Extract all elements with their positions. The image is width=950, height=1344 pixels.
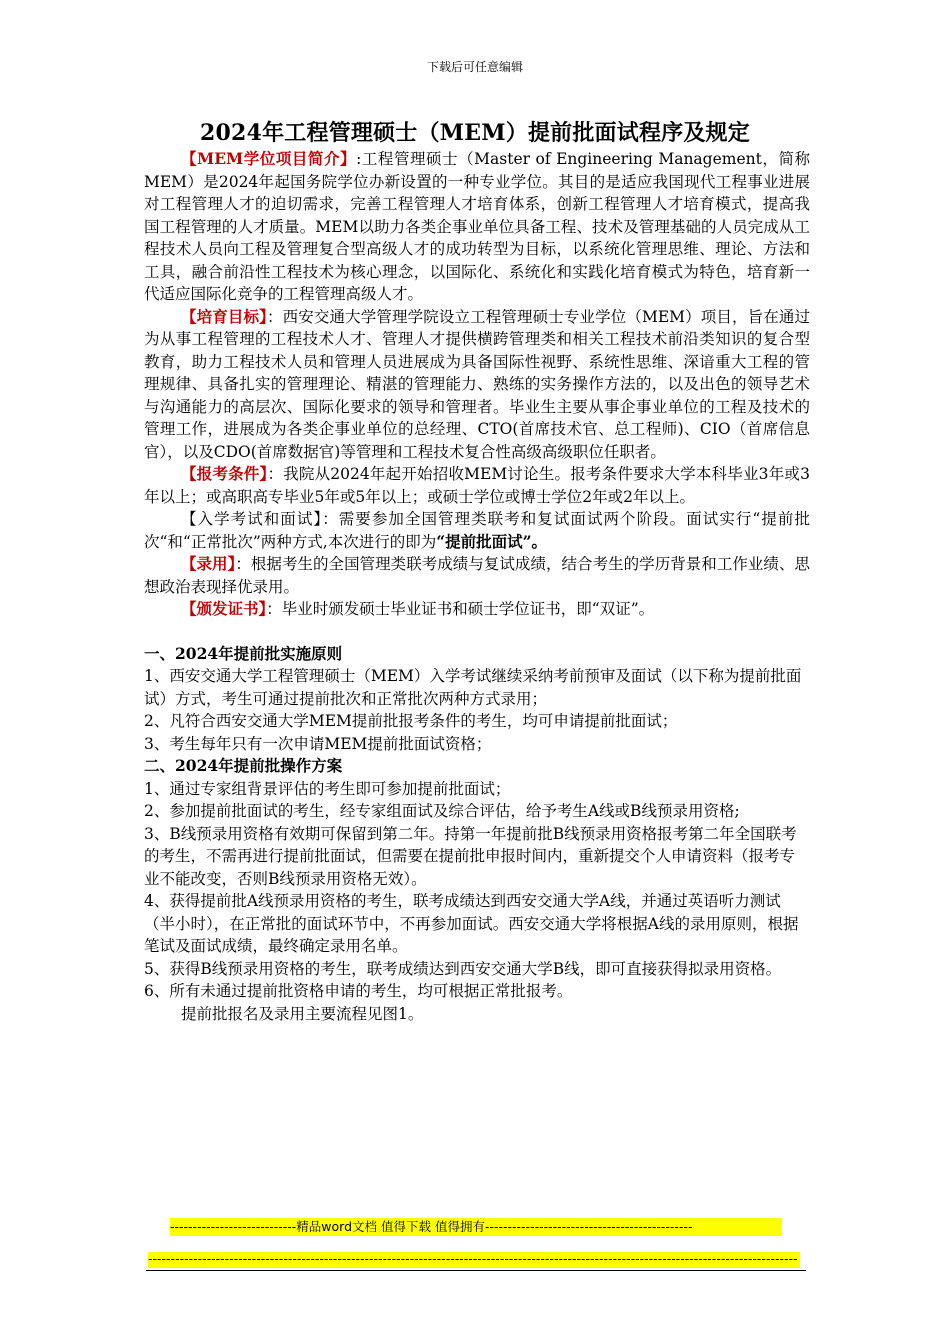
list-item: 5、获得B线预录用资格的考生，联考成绩达到西安交通大学B线，即可直接获得拟录用资格。 [144, 959, 782, 978]
intro-label: 【MEM学位项目简介】 [181, 149, 357, 168]
list-item: 3、B线预录用资格有效期可保留到第二年。持第一年提前批B线预录用资格报考第二年全国联考的考生，不需再进行提前批面试，但需要在提前批申报时间内，重新提交个人申请资料（报考专业不能改变，否则B线预录用资格无效）。 [144, 824, 797, 888]
footer-dashes: ------------------------------------------------------------------------------------------------------------------------------------------------ [148, 1252, 800, 1268]
list-item: 2、凡符合西安交通大学MEM提前批报考条件的考生，均可申请提前批面试； [144, 712, 678, 730]
section-heading: 二、2024年提前批操作方案 [144, 756, 343, 775]
intro-paragraph-exam [144, 508, 810, 553]
intro-label: 【录用】 [181, 554, 236, 573]
intro-text: :工程管理硕士（Master of Engineering Management，简称MEM）是2024年起国务院学位办新设置的一种专业学位。其目的是适应我国现代工程事业进展对工程管理人才的迫切需求，完善工程管理人才培育体系，创新工程管理人才培育模式，提高我国工程管理的人才质量。MEM以助力各类企事业单位具备工程、技术及管理基础的人员完成从工程技术人员向工程及管理复合型高级人才的成功转型为目标，以系统化管理思维、理论、方法和工具，融合前沿性工程技术为核心理念，以国际化、系统化和实践化培育模式为特色，培育新一代适应国际化竞争的工程管理高级人才。 [144, 150, 810, 303]
intro-text: ：西安交通大学管理学院设立工程管理硕士专业学位（MEM）项目，旨在通过为从事工程管理的工程技术人才、管理人才提供横跨管理类和相关工程技术前沿类知识的复合型教育，助力工程技术人员和管理人员进展成为具备国际性视野、系统性思维、深谙重大工程的管理规律、具备扎实的管理理论、精湛的管理能力、熟练的实务操作方法的，以及出色的领导艺术与沟通能力的高层次、国际化要求的领导和管理者。毕业生主要从事企事业单位的工程及技术的管理工作，进展成为各类企事业单位的总经理、CTO(首席技术官、总工程师)、CIO（首席信息官），以及CDO(首席数据官)等管理和工程技术复合性高级高级职位任职者。 [144, 307, 810, 461]
intro-paragraph-admission [144, 553, 810, 598]
header-note: 下载后可任意编辑 [426, 60, 523, 74]
footer-divider [146, 1270, 806, 1271]
list-item: 3、考生每年只有一次申请MEM提前批面试资格； [144, 734, 492, 753]
list-item: 1、西安交通大学工程管理硕士（MEM）入学考试继续采纳考前预审及面试（以下称为提前批面试）方式，考生可通过提前批次和正常批次两种方式录用； [144, 667, 802, 708]
intro-label: 【入学考试和面试】 [181, 510, 323, 528]
intro-text: ：根据考生的全国管理类联考成绩与复试成绩，结合考生的学历背景和工作业绩、思想政治表现择优录用。 [144, 555, 810, 596]
intro-paragraph-certificate [144, 598, 810, 621]
section-heading: 一、2024年提前批实施原则 [144, 643, 343, 663]
list-item: 1、通过专家组背景评估的考生即可参加提前批面试； [144, 779, 511, 798]
intro-bold-tail: “提前批面试”。 [436, 531, 548, 551]
intro-text: ：毕业时颁发硕士毕业证书和硕士学位证书，即“双证”。 [266, 600, 655, 618]
intro-paragraph-goal [144, 306, 810, 464]
intro-label: 【培育目标】 [181, 306, 267, 326]
document-title: 2024年工程管理硕士（MEM）提前批面试程序及规定 [200, 120, 750, 146]
intro-text: ：需要参加全国管理类联考和复试面试两个阶段。面试实行“提前批次“和“正常批次”两种方式,本次进行的即为 [144, 510, 810, 551]
intro-label: 【颁发证书】 [181, 599, 267, 618]
list-item: 6、所有未通过提前批资格申请的考生，均可根据正常批报考。 [144, 982, 573, 1000]
spacer [144, 621, 810, 643]
intro-label: 【报考条件】 [181, 464, 268, 483]
list-item: 4、获得提前批A线预录用资格的考生，联考成绩达到西安交通大学A线，并通过英语听力测试（半小时），在正常批的面试环节中，不再参加面试。西安交通大学将根据A线的录用原则，根据笔试及面试成绩，最终确定录用名单。 [144, 892, 799, 955]
footer-banner: ----------------------------精品word文档 值得下载 值得拥有---------------------------------------------- [170, 1218, 782, 1236]
closing-note: 提前批报名及录用主要流程见图1。 [181, 1004, 424, 1023]
intro-paragraph-program [144, 148, 810, 306]
list-item: 2、参加提前批面试的考生，经专家组面试及综合评估，给予考生A线或B线预录用资格; [144, 802, 740, 820]
intro-paragraph-conditions [144, 463, 810, 508]
document-body [144, 148, 810, 1025]
intro-text: ：我院从2024年起开始招收MEM讨论生。报考条件要求大学本科毕业3年或3年以上；或高职高专毕业5年或5年以上；或硕士学位或博士学位2年或2年以上。 [144, 465, 810, 506]
